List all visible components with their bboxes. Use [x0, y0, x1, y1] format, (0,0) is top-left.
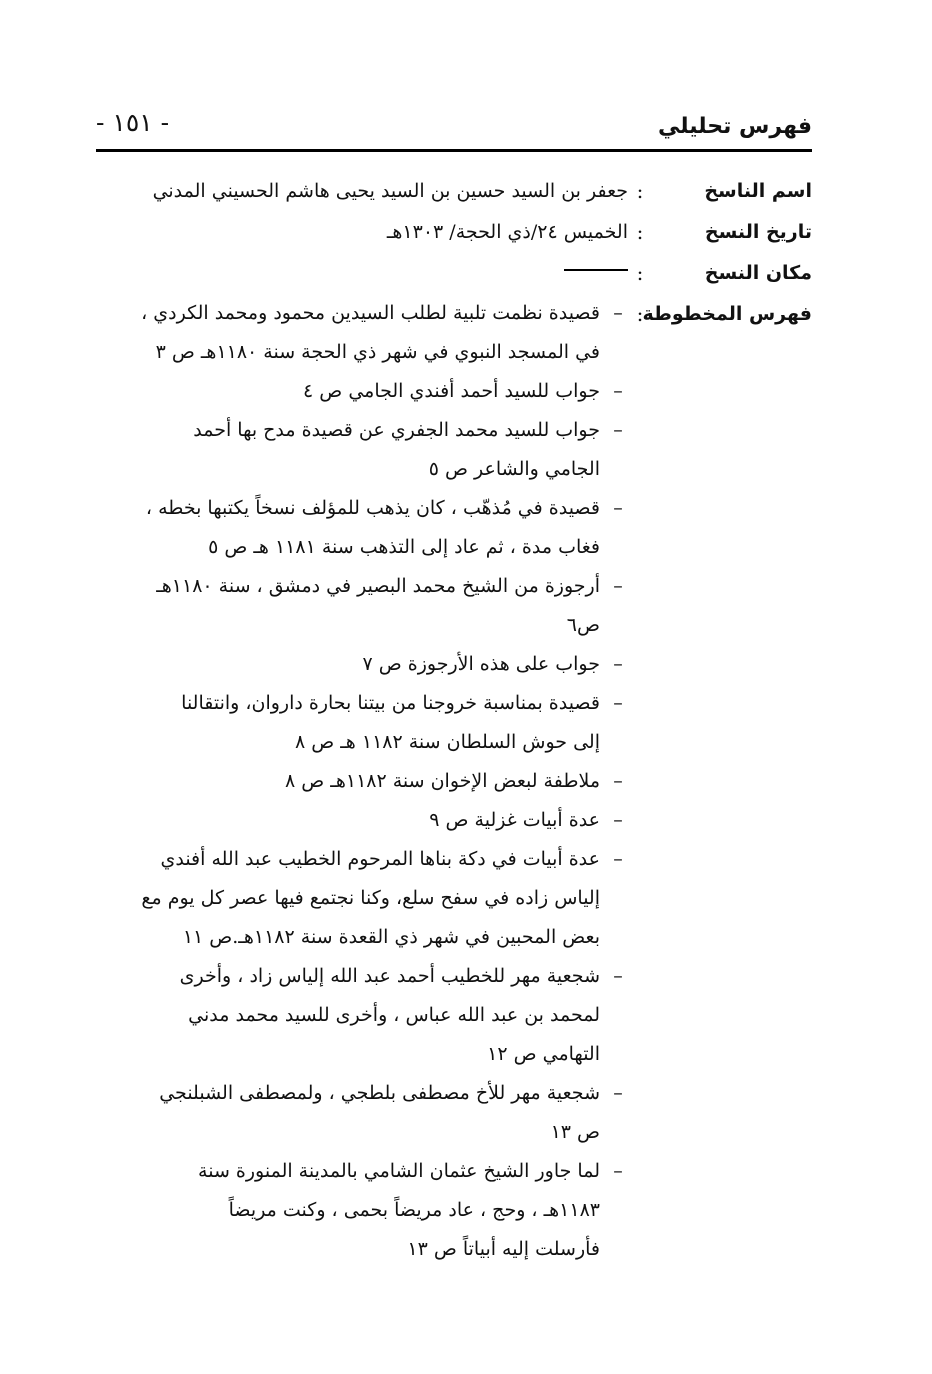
contents-item [100, 294, 628, 372]
item-line: لمحمد بن عبد الله عباس ، وأخرى للسيد محمد مدني [188, 1004, 600, 1026]
manuscript-contents [100, 294, 812, 1260]
item-line: إلياس زاده في سفح سلع، وكنا نجتمع فيها عصر كل يوم مع [141, 887, 600, 909]
section-title: فهرس تحليلي [658, 114, 812, 139]
item-line: لما جاور الشيخ عثمان الشامي بالمدينة المنورة سنة [198, 1160, 600, 1182]
contents-label: فهرس المخطوطة [642, 303, 812, 325]
contents-item [100, 567, 628, 645]
item-dash: – [613, 965, 623, 987]
contents-item [100, 840, 628, 957]
item-line: إلى حوش السلطان سنة ١١٨٢ هـ ص ٨ [294, 731, 600, 753]
item-dash: – [613, 848, 623, 870]
copy-date-row [100, 211, 812, 252]
item-line: ملاطفة لبعض الإخوان سنة ١١٨٢هـ ص ٨ [285, 770, 600, 792]
contents-item [100, 801, 628, 840]
item-line: في المسجد النبوي في شهر ذي الحجة سنة ١١٨٠هـ ص ٣ [155, 341, 600, 363]
item-dash: – [613, 770, 623, 792]
copy-date-colon: : [636, 219, 644, 244]
copy-date-value: الخميس ٢٤/ذي الحجة/ ١٣٠٣هـ [386, 220, 628, 243]
contents-item [100, 372, 628, 411]
copyist-value: جعفر بن السيد حسين بن السيد يحيى هاشم الحسيني المدني [152, 179, 628, 202]
blank-line [564, 269, 628, 271]
contents-list [100, 294, 628, 1269]
copy-place-row [100, 252, 812, 293]
copyist-colon: : [636, 178, 644, 203]
contents-item [100, 489, 628, 567]
item-line: التهامي ص ١٢ [487, 1043, 600, 1065]
contents-item [100, 411, 628, 489]
item-dash: – [613, 809, 623, 831]
item-line: شجعية مهر للخطيب أحمد عبد الله إلياس زاد ، وأخرى [179, 965, 600, 987]
item-line: ص٦ [566, 614, 600, 636]
contents-item [100, 645, 628, 684]
item-dash: – [613, 380, 623, 402]
item-line: جواب للسيد محمد الجفري عن قصيدة مدح بها أحمد [193, 419, 600, 441]
item-dash: – [613, 1160, 623, 1182]
item-line: قصيدة في مُذهّب ، كان يذهب للمؤلف نسخاً يكتبها بخطه ، [145, 497, 600, 519]
contents-item [100, 1152, 628, 1269]
item-dash: – [613, 692, 623, 714]
page-number: - ١٥١ - [96, 108, 170, 137]
contents-colon: : [636, 302, 644, 326]
contents-item [100, 957, 628, 1074]
item-dash: – [613, 302, 623, 324]
item-dash: – [613, 497, 623, 519]
item-line: شجعية مهر للأخ مصطفى بلطجي ، ولمصطفى الشبلنجي [159, 1082, 600, 1104]
contents-item [100, 762, 628, 801]
page-header [96, 106, 812, 150]
item-line: قصيدة بمناسبة خروجنا من بيتنا بحارة داروان، وانتقالنا [181, 692, 600, 714]
item-line: عدة أبيات غزلية ص ٩ [429, 809, 600, 831]
item-dash: – [613, 1082, 623, 1104]
item-line: فغاب مدة ، ثم عاد إلى التذهب سنة ١١٨١ هـ ص ٥ [208, 536, 600, 558]
contents-item [100, 1074, 628, 1152]
copyist-label: اسم الناسخ [704, 179, 812, 202]
copy-date-label: تاريخ النسخ [704, 220, 812, 243]
item-dash: – [613, 575, 623, 597]
header-rule [96, 149, 812, 152]
manuscript-metadata [100, 170, 812, 293]
item-line: فأرسلت إليه أبياتاً ص ١٣ [407, 1238, 600, 1260]
item-line: بعض المحبين في شهر ذي القعدة سنة ١١٨٢هـ.ص ١١ [182, 926, 600, 948]
copyist-row [100, 170, 812, 211]
item-line: أرجوزة من الشيخ محمد البصير في دمشق ، سنة ١١٨٠هـ [156, 575, 600, 597]
item-line: جواب للسيد أحمد أفندي الجامي ص ٤ [303, 380, 600, 402]
contents-item [100, 684, 628, 762]
item-line: عدة أبيات في دكة بناها المرحوم الخطيب عبد الله أفندي [160, 848, 600, 870]
item-dash: – [613, 419, 623, 441]
copy-place-label: مكان النسخ [704, 261, 812, 284]
item-line: ١١٨٣هـ ، وحج ، عاد مريضاً بحمى ، وكنت مريضاً [228, 1199, 600, 1221]
item-line: الجامي والشاعر ص ٥ [428, 458, 600, 480]
item-line: ص ١٣ [550, 1121, 600, 1143]
item-line: جواب على هذه الأرجوزة ص ٧ [362, 653, 600, 675]
copy-place-value [100, 262, 628, 284]
item-dash: – [613, 653, 623, 675]
copy-place-colon: : [636, 260, 644, 285]
item-line: قصيدة نظمت تلبية لطلب السيدين محمود ومحمد الكردي ، [141, 302, 600, 324]
